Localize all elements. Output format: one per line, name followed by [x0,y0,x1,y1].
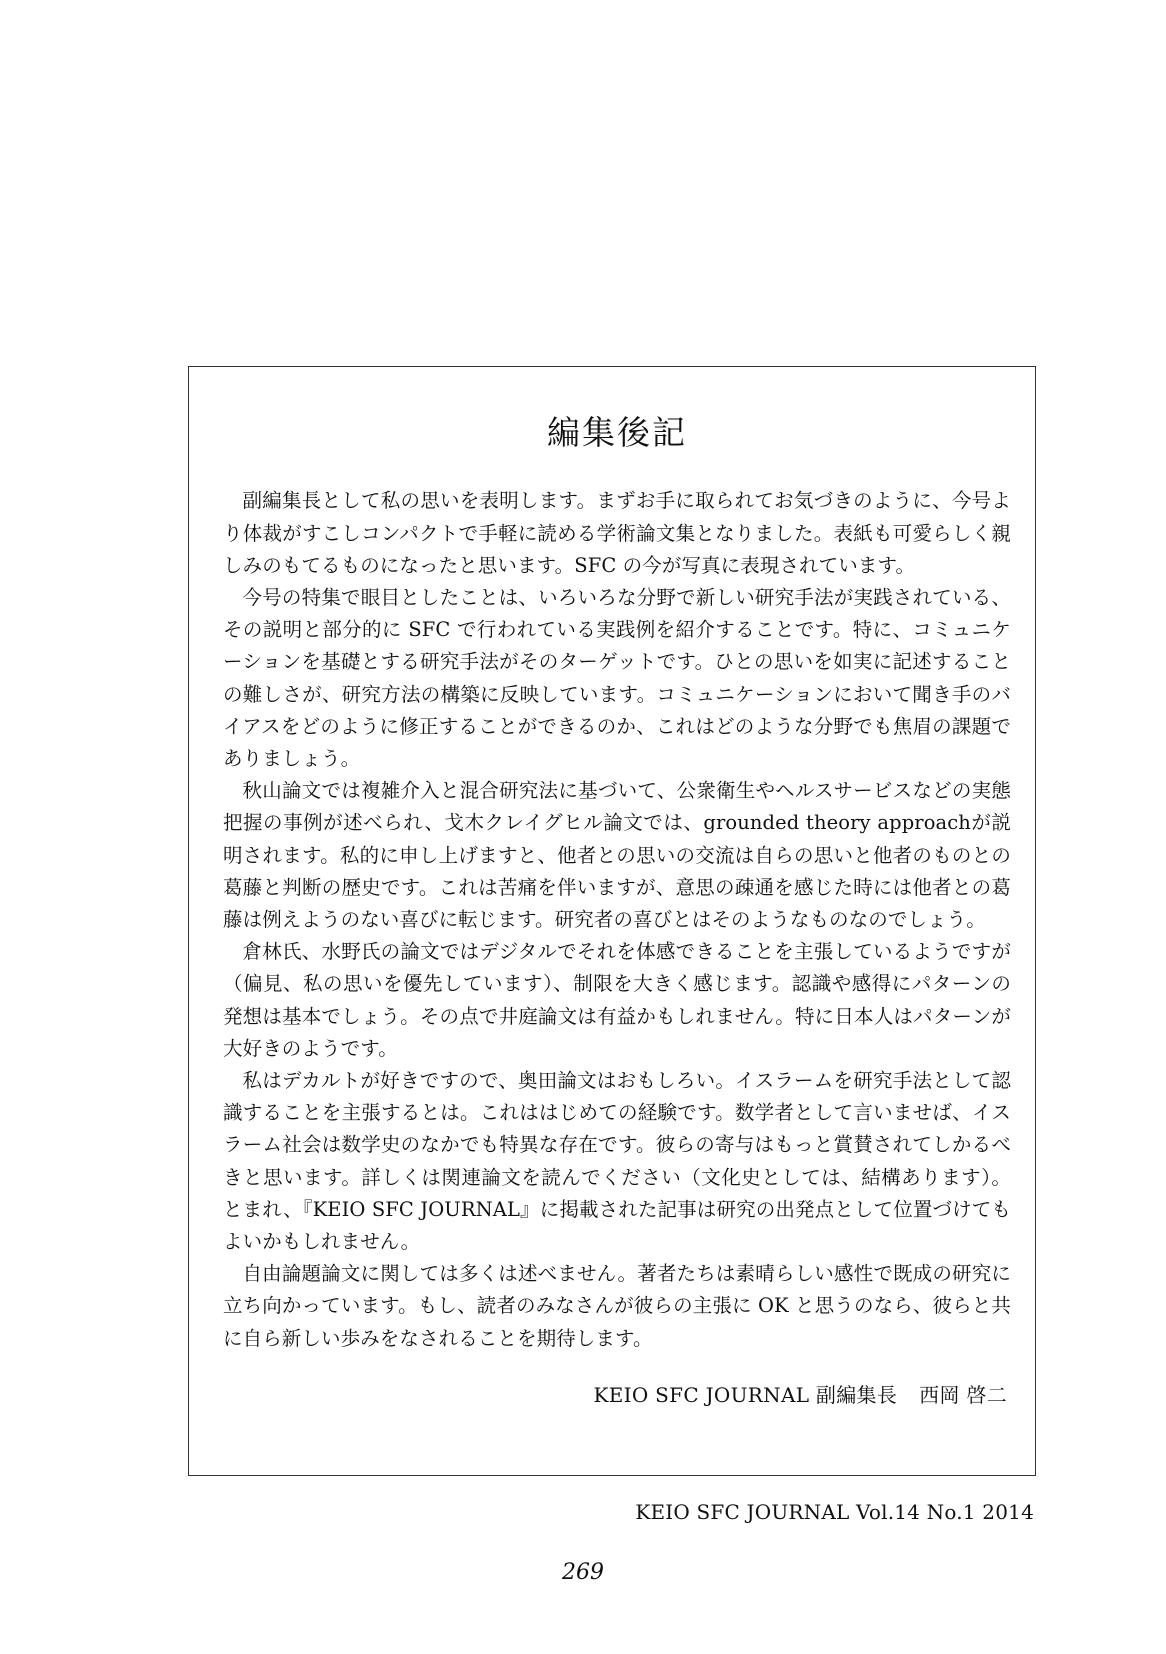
signature-title: KEIO SFC JOURNAL 副編集長 [593,1382,898,1407]
paragraph-6: 自由論題論文に関しては多くは述べません。著者たちは素晴らしい感性で既成の研究に立ち向かっています。もし、読者のみなさんが彼らの主張に OK と思うのなら、彼らと共に自ら新しい歩みをなされることを期待します。 [223,1262,1011,1350]
paragraph-2: 今号の特集で眼目としたことは、いろいろな分野で新しい研究手法が実践されている、その説明と部分的に SFC で行われている実践例を紹介することです。特に、コミュニケーションを基礎とする研究手法がそのターゲットです。ひとの思いを如実に記述することの難しさが、研究方法の構築に反映しています。コミュニケーションにおいて聞き手のバイアスをどのように修正することができるのか、これはどのような分野でも焦眉の課題でありましょう。 [223,585,1011,770]
paragraph-5: 私はデカルトが好きですので、奥田論文はおもしろい。イスラームを研究手法として認識することを主張するとは。これははじめての経験です。数学者として言いませば、イスラーム社会は数学史のなかでも特異な存在です。彼らの寄与はもっと賞賛されてしかるべきと思います。詳しくは関連論文を読んでください（文化史としては、結構あります）。とまれ、『KEIO SFC JOURNAL』に掲載された記事は研究の出発点として位置づけてもよいかもしれません。 [223,1068,1011,1253]
signature-name: 西岡 啓二 [919,1382,1007,1407]
paragraph-1: 副編集長として私の思いを表明します。まずお手に取られてお気づきのように、今号より体裁がすこしコンパクトで手軽に読める学術論文集となりました。表紙も可愛らしく親しみのもてるものになったと思います。SFC の今が写真に表現されています。 [223,489,1011,577]
journal-footer: KEIO SFC JOURNAL Vol.14 No.1 2014 [635,1500,1034,1524]
page-number: 269 [562,1560,604,1585]
paragraph-4: 倉林氏、水野氏の論文ではデジタルでそれを体感できることを主張しているようですが（偏見、私の思いを優先しています）、制限を大きく感じます。認識や感得にパターンの発想は基本でしょう。その点で井庭論文は有益かもしれません。特に日本人はパターンが大好きのようです。 [223,940,1011,1060]
paragraph-3: 秋山論文では複雑介入と混合研究法に基づいて、公衆衛生やヘルスサービスなどの実態把握の事例が述べられ、戈木クレイグヒル論文では、grounded theory approachが説明されます。私的に申し上げますと、他者との思いの交流は自らの思いと他者のものとの葛藤と判断の歴史です。これは苦痛を伴いますが、意思の疎通を感じた時には他者との葛藤は例えようのない喜びに転じます。研究者の喜びとはそのようなものなのでしょう。 [223,779,1011,931]
signature [223,1379,1011,1408]
editorial-body [223,485,1011,1354]
editorial-title: 編集後記 [547,413,687,452]
editorial-box [188,366,1036,1476]
